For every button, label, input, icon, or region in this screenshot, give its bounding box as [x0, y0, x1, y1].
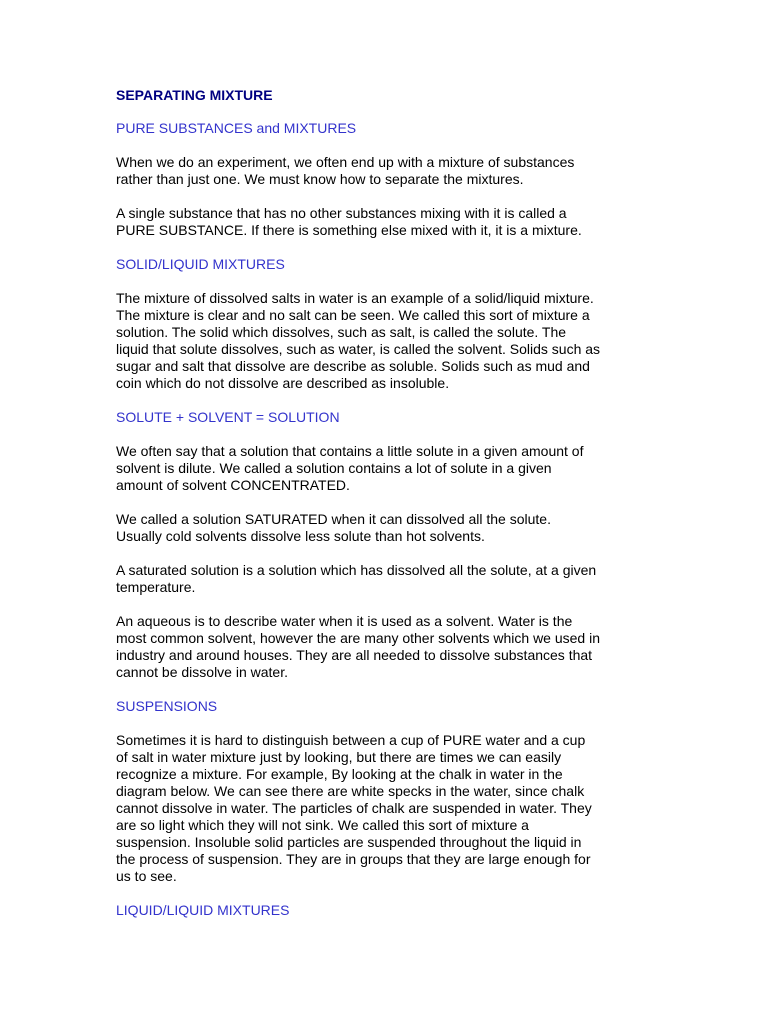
- paragraph-saturated: We called a solution SATURATED when it can dissolved all the solute. Usually cold solvents dissolve less solute than hot solvents.: [116, 511, 551, 544]
- paragraph-saturated-definition: A saturated solution is a solution which has dissolved all the solute, at a given temperature.: [116, 562, 597, 595]
- section-heading-suspensions: SUSPENSIONS: [116, 698, 218, 714]
- paragraph-pure-substance: A single substance that has no other substances mixing with it is called a PURE SUBSTANCE. If there is something else mixed with it, it is a mixture.: [116, 205, 582, 238]
- document-title: SEPARATING MIXTURE: [116, 87, 273, 103]
- paragraph-suspension: Sometimes it is hard to distinguish between a cup of PURE water and a cup of salt in water mixture just by looking, but there are times we can easily recognize a mixture. For example, By looking at the chalk in water in the diagram below. We can see there are white specks in the water, since chalk cannot dissolve in water. The particles of chalk are suspended in water. They are so light which they will not sink. We called this sort of mixture a suspension. Insoluble solid particles are suspended throughout the liquid in the process of suspension. They are in groups that they are large enough for us to see.: [116, 732, 592, 884]
- document-page: [116, 87, 661, 936]
- paragraph-solution-definition: The mixture of dissolved salts in water is an example of a solid/liquid mixture. The mixture is clear and no salt can be seen. We called this sort of mixture a solution. The solid which dissolves, such as salt, is called the solute. The liquid that solute dissolves, such as water, is called the solvent. Solids such as sugar and salt that dissolve are describe as soluble. Solids such as mud and coin which do not dissolve are described as insoluble.: [116, 290, 601, 391]
- paragraph-aqueous: An aqueous is to describe water when it is used as a solvent. Water is the most common solvent, however the are many other solvents which we used in industry and around houses. They are all needed to dissolve substances that cannot be dissolve in water.: [116, 613, 601, 680]
- section-heading-solution-equation: SOLUTE + SOLVENT = SOLUTION: [116, 409, 340, 425]
- section-heading-solid-liquid: SOLID/LIQUID MIXTURES: [116, 256, 285, 272]
- paragraph-dilute-concentrated: We often say that a solution that contains a little solute in a given amount of solvent is dilute. We called a solution contains a lot of solute in a given amount of solvent CONCENTRATED.: [116, 443, 584, 493]
- paragraph-experiment-mixture: When we do an experiment, we often end up with a mixture of substances rather than just one. We must know how to separate the mixtures.: [116, 154, 575, 187]
- section-heading-pure-substances: PURE SUBSTANCES and MIXTURES: [116, 120, 357, 136]
- section-heading-liquid-liquid: LIQUID/LIQUID MIXTURES: [116, 902, 290, 918]
